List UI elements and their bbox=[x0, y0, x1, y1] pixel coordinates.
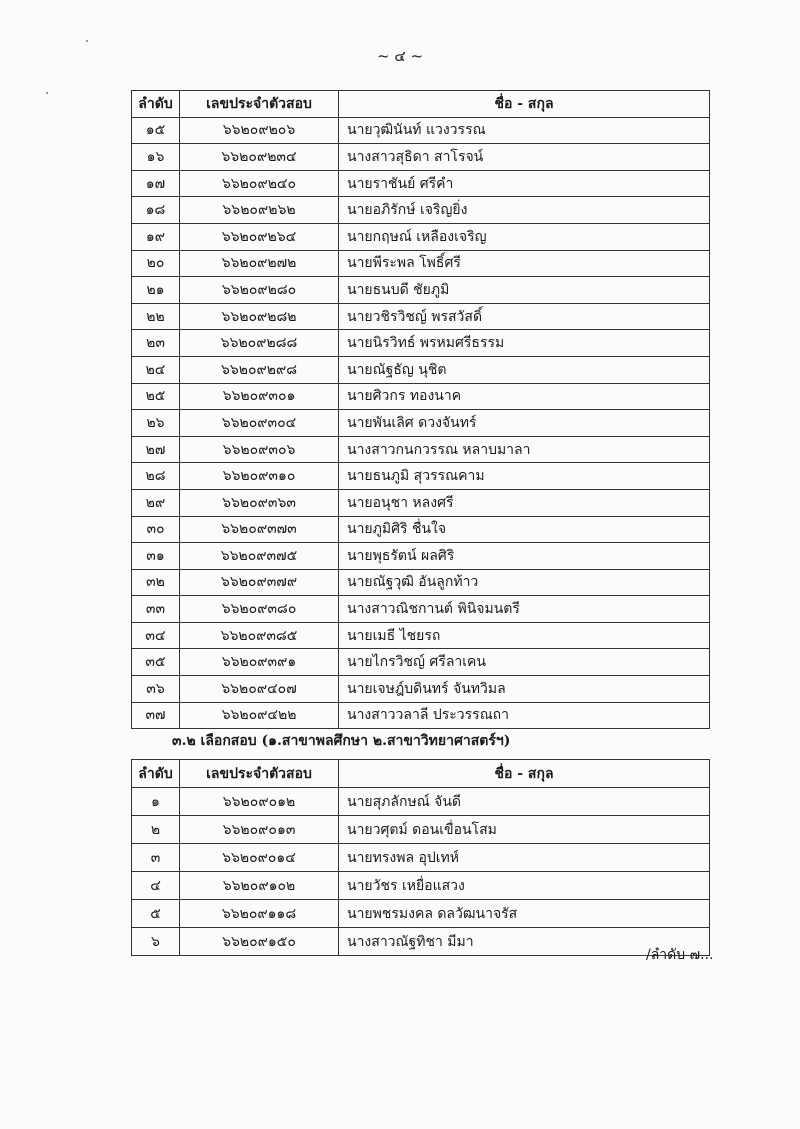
row-full-name: นายอภิรักษ์ เจริญยิ่ง bbox=[339, 197, 710, 224]
table-header-row bbox=[132, 91, 710, 118]
row-full-name: นายราชันย์ ศรีคำ bbox=[339, 170, 710, 197]
row-order: ๒๙ bbox=[132, 489, 180, 516]
table-row bbox=[132, 702, 710, 729]
header-name: ชื่อ - สกุล bbox=[339, 760, 710, 788]
row-exam-id: ๖๖๒๐๙๔๐๗ bbox=[180, 676, 339, 703]
row-full-name: นายอนุชา หลงศรี bbox=[339, 489, 710, 516]
row-full-name: นายภูมิศิริ ชื่นใจ bbox=[339, 516, 710, 543]
row-full-name: นายพีระพล โพธิ์ศรี bbox=[339, 250, 710, 277]
row-exam-id: ๖๖๒๐๙๓๗๙ bbox=[180, 569, 339, 596]
continuation-note: /ลำดับ ๗... bbox=[646, 947, 714, 963]
row-order: ๔ bbox=[132, 872, 180, 900]
header-exam-id: เลขประจำตัวสอบ bbox=[180, 760, 339, 788]
row-exam-id: ๖๖๒๐๙๓๖๓ bbox=[180, 489, 339, 516]
header-name: ชื่อ - สกุล bbox=[339, 91, 710, 118]
section-heading: ๓.๒ เลือกสอบ (๑.สาขาพลศึกษา ๒.สาขาวิทยาศาสตร์ฯ) bbox=[172, 733, 511, 749]
header-order: ลำดับ bbox=[132, 760, 180, 788]
row-order: ๓๕ bbox=[132, 649, 180, 676]
table-row bbox=[132, 596, 710, 623]
row-full-name: นายณัฐวุฒิ อันลูกท้าว bbox=[339, 569, 710, 596]
row-exam-id: ๖๖๒๐๙๑๐๒ bbox=[180, 872, 339, 900]
row-exam-id: ๖๖๒๐๙๓๙๑ bbox=[180, 649, 339, 676]
row-full-name: นายณัฐธัญ นุชิต bbox=[339, 356, 710, 383]
row-order: ๑๖ bbox=[132, 144, 180, 171]
scan-speck bbox=[46, 92, 48, 94]
row-order: ๒๔ bbox=[132, 356, 180, 383]
row-full-name: นายวุฒินันท์ แวงวรรณ bbox=[339, 117, 710, 144]
row-order: ๒ bbox=[132, 816, 180, 844]
row-full-name: นายพชรมงคล ดลวัฒนาจรัส bbox=[339, 900, 710, 928]
row-exam-id: ๖๖๒๐๙๓๐๖ bbox=[180, 436, 339, 463]
row-order: ๓๑ bbox=[132, 543, 180, 570]
table-row bbox=[132, 436, 710, 463]
row-order: ๕ bbox=[132, 900, 180, 928]
row-full-name: นายธนภูมิ สุวรรณคาม bbox=[339, 463, 710, 490]
row-exam-id: ๖๖๒๐๙๒๖๔ bbox=[180, 223, 339, 250]
row-exam-id: ๖๖๒๐๙๒๘๐ bbox=[180, 277, 339, 304]
table-row bbox=[132, 569, 710, 596]
row-exam-id: ๖๖๒๐๙๒๙๘ bbox=[180, 356, 339, 383]
table-row bbox=[132, 250, 710, 277]
row-exam-id: ๖๖๒๐๙๒๔๐ bbox=[180, 170, 339, 197]
row-full-name: นางสาวณัฐทิชา มีมา bbox=[339, 928, 710, 956]
row-full-name: นายวัชร เหยื่อแสวง bbox=[339, 872, 710, 900]
row-order: ๓๖ bbox=[132, 676, 180, 703]
row-full-name: นายทรงพล อุปเทห์ bbox=[339, 844, 710, 872]
row-exam-id: ๖๖๒๐๙๓๘๕ bbox=[180, 622, 339, 649]
row-exam-id: ๖๖๒๐๙๐๑๔ bbox=[180, 844, 339, 872]
table-row bbox=[132, 410, 710, 437]
table-row bbox=[132, 649, 710, 676]
table-row bbox=[132, 223, 710, 250]
row-order: ๑๘ bbox=[132, 197, 180, 224]
table-row bbox=[132, 117, 710, 144]
row-full-name: นางสาวณิชกานต์ พินิจมนตรี bbox=[339, 596, 710, 623]
row-full-name: นายศิวกร ทองนาค bbox=[339, 383, 710, 410]
row-exam-id: ๖๖๒๐๙๓๐๑ bbox=[180, 383, 339, 410]
row-exam-id: ๖๖๒๐๙๓๗๓ bbox=[180, 516, 339, 543]
row-exam-id: ๖๖๒๐๙๒๗๒ bbox=[180, 250, 339, 277]
table-row bbox=[132, 516, 710, 543]
table-row bbox=[132, 676, 710, 703]
table-row bbox=[132, 463, 710, 490]
candidates-table-2 bbox=[131, 759, 710, 956]
row-order: ๓๓ bbox=[132, 596, 180, 623]
table-row bbox=[132, 543, 710, 570]
row-exam-id: ๖๖๒๐๙๒๓๔ bbox=[180, 144, 339, 171]
table-row bbox=[132, 197, 710, 224]
table-row bbox=[132, 330, 710, 357]
table-row bbox=[132, 303, 710, 330]
table-row bbox=[132, 489, 710, 516]
row-full-name: นายเมธี ไชยรถ bbox=[339, 622, 710, 649]
row-full-name: นายธนบดี ชัยภูมิ bbox=[339, 277, 710, 304]
row-exam-id: ๖๖๒๐๙๓๗๕ bbox=[180, 543, 339, 570]
row-order: ๒๘ bbox=[132, 463, 180, 490]
row-exam-id: ๖๖๒๐๙๑๑๘ bbox=[180, 900, 339, 928]
row-order: ๒๕ bbox=[132, 383, 180, 410]
row-exam-id: ๖๖๒๐๙๓๘๐ bbox=[180, 596, 339, 623]
row-order: ๑๙ bbox=[132, 223, 180, 250]
row-order: ๓๐ bbox=[132, 516, 180, 543]
table-row bbox=[132, 816, 710, 844]
header-order: ลำดับ bbox=[132, 91, 180, 118]
row-exam-id: ๖๖๒๐๙๒๖๒ bbox=[180, 197, 339, 224]
table-row bbox=[132, 788, 710, 816]
row-order: ๓ bbox=[132, 844, 180, 872]
row-full-name: นายเจษฎ์บดินทร์ จันทวิมล bbox=[339, 676, 710, 703]
table-row bbox=[132, 356, 710, 383]
row-full-name: นายกฤษณ์ เหลืองเจริญ bbox=[339, 223, 710, 250]
scan-speck bbox=[86, 40, 88, 42]
row-exam-id: ๖๖๒๐๙๓๑๐ bbox=[180, 463, 339, 490]
row-exam-id: ๖๖๒๐๙๓๐๔ bbox=[180, 410, 339, 437]
row-exam-id: ๖๖๒๐๙๐๑๓ bbox=[180, 816, 339, 844]
row-full-name: นายวศุตม์ ดอนเขื่อนโสม bbox=[339, 816, 710, 844]
row-exam-id: ๖๖๒๐๙๑๕๐ bbox=[180, 928, 339, 956]
row-order: ๓๒ bbox=[132, 569, 180, 596]
row-exam-id: ๖๖๒๐๙๔๒๒ bbox=[180, 702, 339, 729]
row-order: ๑๕ bbox=[132, 117, 180, 144]
row-full-name: นางสาวสุธิดา สาโรจน์ bbox=[339, 144, 710, 171]
row-order: ๑๗ bbox=[132, 170, 180, 197]
row-full-name: นายสุภลักษณ์ จันดี bbox=[339, 788, 710, 816]
row-full-name: นายพุธรัตน์ ผลศิริ bbox=[339, 543, 710, 570]
candidates-table-1 bbox=[131, 90, 710, 729]
row-full-name: นายวชิรวิชญ์ พรสวัสดิ์ bbox=[339, 303, 710, 330]
table-row bbox=[132, 872, 710, 900]
row-exam-id: ๖๖๒๐๙๒๘๒ bbox=[180, 303, 339, 330]
row-exam-id: ๖๖๒๐๙๐๑๒ bbox=[180, 788, 339, 816]
row-full-name: นางสาวกนกวรรณ หลาบมาลา bbox=[339, 436, 710, 463]
header-exam-id: เลขประจำตัวสอบ bbox=[180, 91, 339, 118]
table-header-row bbox=[132, 760, 710, 788]
table-row bbox=[132, 900, 710, 928]
row-full-name: นายไกรวิชญ์ ศรีลาเคน bbox=[339, 649, 710, 676]
table-row bbox=[132, 928, 710, 956]
row-order: ๒๑ bbox=[132, 277, 180, 304]
row-full-name: นางสาววลาลี ประวรรณถา bbox=[339, 702, 710, 729]
row-order: ๑ bbox=[132, 788, 180, 816]
row-order: ๓๔ bbox=[132, 622, 180, 649]
row-order: ๒๓ bbox=[132, 330, 180, 357]
page-number: ~ ๔ ~ bbox=[376, 47, 424, 65]
table-row bbox=[132, 144, 710, 171]
row-order: ๓๗ bbox=[132, 702, 180, 729]
row-order: ๖ bbox=[132, 928, 180, 956]
row-order: ๒๖ bbox=[132, 410, 180, 437]
table-row bbox=[132, 383, 710, 410]
row-order: ๒๗ bbox=[132, 436, 180, 463]
table-row bbox=[132, 844, 710, 872]
row-order: ๒๐ bbox=[132, 250, 180, 277]
row-full-name: นายพันเลิศ ดวงจันทร์ bbox=[339, 410, 710, 437]
table-row bbox=[132, 170, 710, 197]
table-row bbox=[132, 277, 710, 304]
row-exam-id: ๖๖๒๐๙๒๘๘ bbox=[180, 330, 339, 357]
row-exam-id: ๖๖๒๐๙๒๐๖ bbox=[180, 117, 339, 144]
row-full-name: นายนิรวิทธ์ พรหมศรีธรรม bbox=[339, 330, 710, 357]
table-row bbox=[132, 622, 710, 649]
row-order: ๒๒ bbox=[132, 303, 180, 330]
